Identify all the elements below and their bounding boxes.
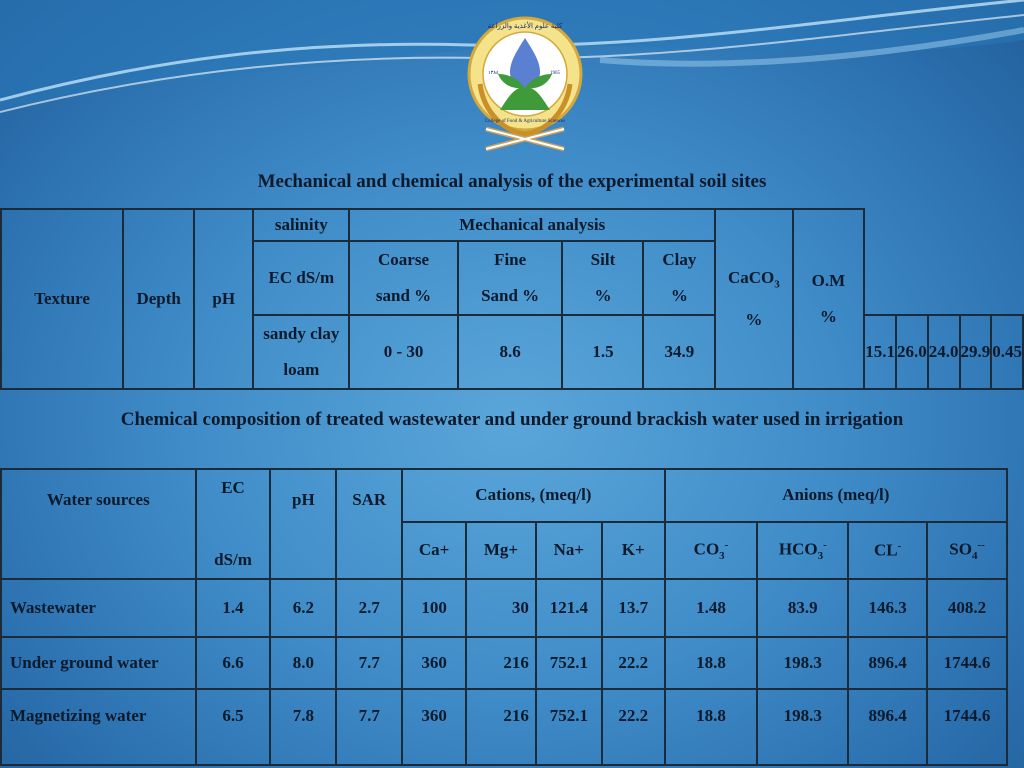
logo-year-hijri: ١٣٨٤ <box>488 71 499 76</box>
cell-sar: 7.7 <box>336 689 402 765</box>
cell-na: 121.4 <box>536 579 602 637</box>
cell-na: 752.1 <box>536 637 602 689</box>
cell-hco3: 198.3 <box>757 689 848 765</box>
cell-om: 0.45 <box>991 315 1023 389</box>
soil-analysis-table <box>0 208 1024 390</box>
cell-so4: 1744.6 <box>927 637 1007 689</box>
caco3-label: CaCO$_3$ <box>727 267 780 291</box>
header-co3: $CO_3^-$ <box>665 522 758 580</box>
cell-ph: 8.0 <box>270 637 336 689</box>
header-mg: Mg+ <box>466 522 536 580</box>
header-k: K+ <box>602 522 665 580</box>
cell-co3: 18.8 <box>665 689 758 765</box>
header-cl: CL- <box>848 522 927 580</box>
cell-ph: 7.8 <box>270 689 336 765</box>
cell-ph: 8.6 <box>458 315 563 389</box>
header-ph: pH <box>194 209 253 389</box>
soil-table-title: Mechanical and chemical analysis of the experimental soil sites <box>257 171 767 192</box>
cell-hco3: 83.9 <box>757 579 848 637</box>
cell-k: 13.7 <box>602 579 665 637</box>
table-row <box>1 637 1007 689</box>
logo-year: 1965 <box>550 71 560 76</box>
college-logo-seal <box>466 14 584 164</box>
cell-ca: 360 <box>402 689 466 765</box>
logo-english-text: College of Food & Agriculture Sciences <box>484 119 566 124</box>
cell-texture: sandy clay loam <box>253 315 349 389</box>
cell-k: 22.2 <box>602 637 665 689</box>
cell-cl: 896.4 <box>848 637 927 689</box>
cell-cl: 146.3 <box>848 579 927 637</box>
water-table-title: Chemical composition of treated wastewater and under ground brackish water used in irrigation <box>120 409 904 430</box>
water-composition-table <box>0 468 1008 766</box>
cell-ca: 100 <box>402 579 466 637</box>
cell-depth: 0 - 30 <box>349 315 458 389</box>
cell-k: 22.2 <box>602 689 665 765</box>
header-sar: SAR <box>336 469 402 579</box>
header-ph: pH <box>270 469 336 579</box>
cell-source: Magnetizing water <box>1 689 196 765</box>
cell-mg: 216 <box>466 637 536 689</box>
cell-coarse-sand: 34.9 <box>643 315 715 389</box>
cell-silt: 26.0 <box>896 315 928 389</box>
cell-mg: 30 <box>466 579 536 637</box>
header-hco3: $HCO_3^-$ <box>757 522 848 580</box>
cell-ec: 1.5 <box>562 315 643 389</box>
soil-header-row-1 <box>1 209 1023 241</box>
cell-co3: 1.48 <box>665 579 758 637</box>
header-ec: EC dS/m <box>253 241 349 315</box>
table-row <box>1 689 1007 765</box>
header-fine-sand: Fine Sand % <box>458 241 563 315</box>
cell-source: Under ground water <box>1 637 196 689</box>
cell-so4: 408.2 <box>927 579 1007 637</box>
cell-sar: 2.7 <box>336 579 402 637</box>
header-texture: Texture <box>1 209 123 389</box>
cell-clay: 24.0 <box>928 315 960 389</box>
header-salinity: salinity <box>253 209 349 241</box>
cell-na: 752.1 <box>536 689 602 765</box>
cell-sar: 7.7 <box>336 637 402 689</box>
cell-co3: 18.8 <box>665 637 758 689</box>
header-clay: Clay % <box>643 241 715 315</box>
caco3-unit: % <box>745 310 763 330</box>
cell-ca: 360 <box>402 637 466 689</box>
header-om <box>793 209 865 389</box>
header-caco3 <box>715 209 792 389</box>
om-unit: % <box>819 307 837 326</box>
cell-ec: 6.6 <box>196 637 271 689</box>
header-water-sources: Water sources <box>1 469 196 579</box>
cell-caco3: 29.9 <box>960 315 992 389</box>
header-mechanical-analysis: Mechanical analysis <box>349 209 715 241</box>
cell-ec: 1.4 <box>196 579 271 637</box>
header-ec: EC dS/m <box>196 469 271 579</box>
cell-ph: 6.2 <box>270 579 336 637</box>
cell-mg: 216 <box>466 689 536 765</box>
cell-so4: 1744.6 <box>927 689 1007 765</box>
header-depth: Depth <box>123 209 194 389</box>
cell-source: Wastewater <box>1 579 196 637</box>
cell-cl: 896.4 <box>848 689 927 765</box>
header-anions: Anions (meq/l) <box>665 469 1007 522</box>
cell-ec: 6.5 <box>196 689 271 765</box>
header-so4: $SO_4^{--}$ <box>927 522 1007 580</box>
logo-arabic-text: كلية علوم الأغذية والزراعة <box>487 22 563 30</box>
water-header-row-1 <box>1 469 1007 522</box>
header-silt: Silt % <box>562 241 643 315</box>
header-na: Na+ <box>536 522 602 580</box>
header-coarse-sand: Coarse sand % <box>349 241 458 315</box>
table-row <box>1 579 1007 637</box>
om-label: O.M <box>811 271 846 290</box>
cell-fine-sand: 15.1 <box>864 315 896 389</box>
header-cations: Cations, (meq/l) <box>402 469 664 522</box>
cell-hco3: 198.3 <box>757 637 848 689</box>
header-ca: Ca+ <box>402 522 466 580</box>
